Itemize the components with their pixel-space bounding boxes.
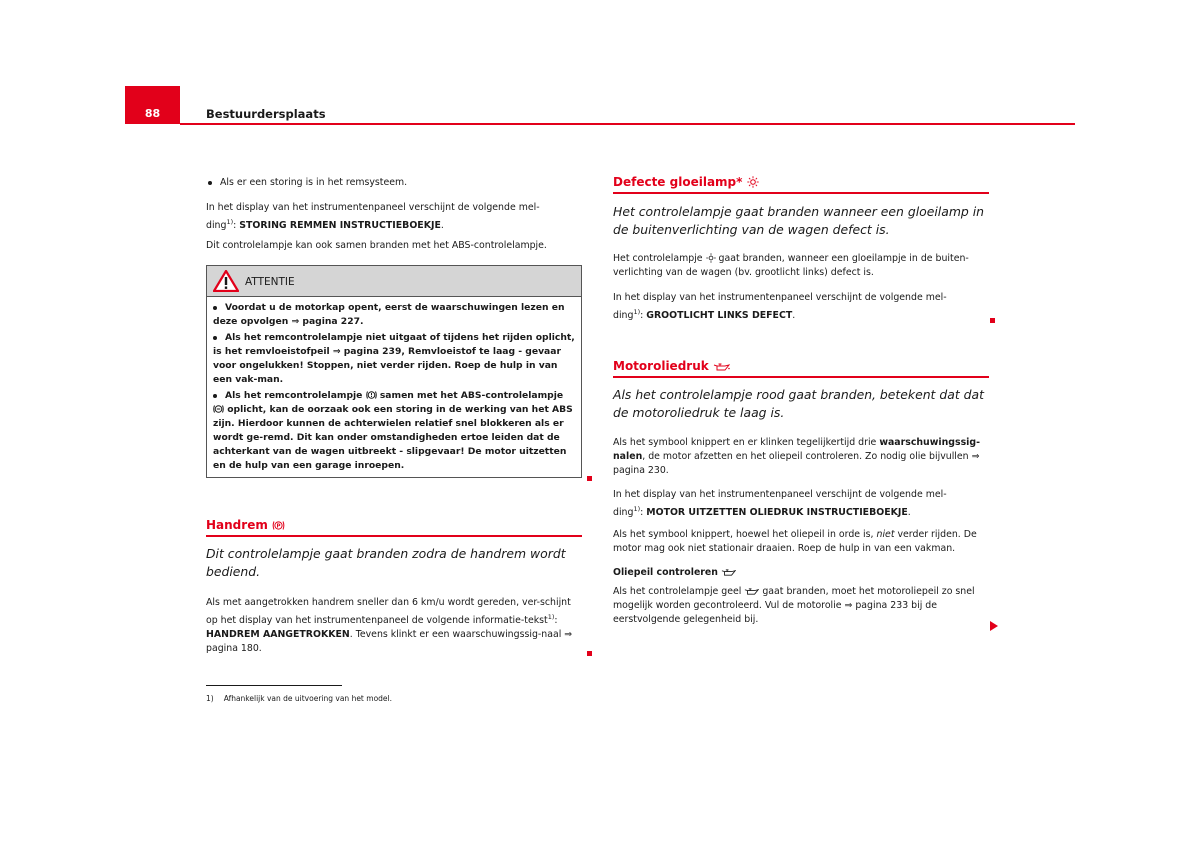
handrem-lead: Dit controlelampje gaat branden zodra de handrem wordt bediend. <box>206 546 566 579</box>
handrem-paragraph <box>206 596 576 656</box>
oil-can-icon <box>713 362 730 372</box>
text: , de motor afzetten en het oliepeil controleren. Zo nodig olie bijvullen ⇒ pagina 230. <box>613 451 980 476</box>
text: . <box>440 220 444 231</box>
display-message: GROOTLICHT LINKS DEFECT <box>646 310 793 321</box>
bullet-icon <box>208 181 212 185</box>
text: In het display van het instrumentenpaneel verschijnt de volgende mel-ding <box>613 292 947 321</box>
warning-item <box>213 389 575 473</box>
text: Als het symbool knippert, hoewel het oliepeil in orde is, <box>613 529 877 540</box>
motoroliedruk-paragraph-1 <box>613 436 991 478</box>
footnote-ref: 1) <box>547 613 555 621</box>
gloeilamp-lead: Het controlelampje gaat branden wanneer een gloeilamp in de buitenverlichting van de wagen defect is. <box>613 204 984 237</box>
section-title <box>613 359 989 378</box>
oil-can-icon <box>721 568 736 577</box>
oliepeil-subtitle <box>613 566 736 580</box>
text: . <box>792 310 796 321</box>
warning-text: Voordat u de motorkap opent, eerst de waarschuwingen lezen en deze opvolgen ⇒ pagina 227. <box>213 302 565 327</box>
section-title-text: Motoroliedruk <box>613 359 709 373</box>
continue-arrow-icon <box>990 621 998 631</box>
gloeilamp-paragraph <box>613 252 985 280</box>
section-end-marker <box>990 308 995 327</box>
display-message: HANDREM AANGETROKKEN <box>206 629 350 640</box>
footnote <box>206 694 392 703</box>
red-end-square-icon <box>587 476 592 481</box>
oliepeil-paragraph <box>613 585 983 627</box>
bullet-icon <box>213 336 217 340</box>
section-end-marker <box>587 641 592 660</box>
section-motoroliedruk <box>613 359 989 378</box>
bulb-icon <box>747 176 759 188</box>
section-title <box>613 175 989 194</box>
footnote-rule <box>206 685 342 686</box>
paragraph-display-message <box>206 201 556 233</box>
text: gaat branden, moet het motoroliepeil zo snel mogelijk worden gecontroleerd. Vul de motorolie ⇒ pagina 233 bij de eerstvolgende gelegenheid bij. <box>613 586 975 625</box>
bulb-icon <box>706 253 716 263</box>
chapter-title: Bestuurdersplaats <box>206 107 326 121</box>
text: ding <box>206 220 227 231</box>
warning-text: oplicht, kan de oorzaak ook een storing in de werking van het ABS zijn. Hierdoor kunnen de achterwielen relatief snel blokkeren als er wordt ge-remd. Dit kan onder omstandigheden ertoe leiden dat de achterkant van de wagen uitbreekt - slipgevaar! De motor uitzetten en de hulp van een garage inroepen. <box>213 404 573 471</box>
brake-warning-icon <box>366 390 377 400</box>
warning-item <box>213 331 575 387</box>
motoroliedruk-lead: Als het controlelampje rood gaat branden, betekent dat dat de motoroliedruk te laag is. <box>613 387 984 420</box>
warning-text: Als het remcontrolelampje niet uitgaat of tijdens het rijden oplicht, is het remvloeistofpeil ⇒ pagina 239, Remvloeistof te laag - gevaar voor ongelukken! Stoppen, niet verder rijden. Roep de hulp in van een vak-man. <box>213 332 575 385</box>
text: Als met aangetrokken handrem sneller dan 6 km/u wordt gereden, ver-schijnt op het display van het instrumentenpaneel de volgende informatie-tekst <box>206 597 571 626</box>
red-end-square-icon <box>990 318 995 323</box>
warning-header <box>207 266 581 297</box>
section-title-text: Defecte gloeilamp* <box>613 175 743 189</box>
svg-text:P: P <box>276 523 281 530</box>
text: : <box>233 220 240 231</box>
warning-text: Als het remcontrolelampje <box>225 390 363 401</box>
paragraph-abs-note: Dit controlelampje kan ook samen branden met het ABS-controlelampje. <box>206 240 547 251</box>
bullet-text: Als er een storing is in het remsysteem. <box>220 177 408 188</box>
section-handrem <box>206 518 582 537</box>
text: : <box>640 507 647 518</box>
text: Het controlelampje <box>613 253 703 264</box>
text: . <box>907 507 911 518</box>
warning-title: ATTENTIE <box>245 276 295 288</box>
motoroliedruk-paragraph-3 <box>613 528 989 556</box>
page-number: 88 <box>144 107 161 120</box>
red-end-square-icon <box>587 651 592 656</box>
footnote-ref: 1) <box>633 308 641 316</box>
subsection-title: Oliepeil controleren <box>613 567 718 578</box>
display-message: MOTOR UITZETTEN OLIEDRUK INSTRUCTIEBOEKJE <box>646 507 908 518</box>
warning-item <box>213 301 575 329</box>
continue-marker <box>990 616 998 635</box>
text: : <box>554 615 558 626</box>
gloeilamp-display-paragraph <box>613 291 963 323</box>
header-rule <box>180 123 1075 125</box>
bullet-icon <box>213 394 217 398</box>
footnote-mark: 1) <box>206 694 214 703</box>
text: In het display van het instrumentenpaneel verschijnt de volgende mel-ding <box>613 489 947 518</box>
warning-triangle-icon <box>213 270 239 292</box>
bullet-item <box>208 176 407 190</box>
text: : <box>640 310 647 321</box>
display-message: STORING REMMEN INSTRUCTIEBOEKJE <box>239 220 441 231</box>
bold-text: waarschuwingssig-nalen <box>613 437 980 462</box>
warning-box <box>206 265 582 478</box>
text: Als het symbool knippert en er klinken tegelijkertijd drie <box>613 437 880 448</box>
text: . Tevens klinkt er een waarschuwingssig-naal ⇒ pagina 180. <box>206 629 573 654</box>
section-title <box>206 518 582 537</box>
footnote-ref: 1) <box>633 505 641 513</box>
section-gloeilamp <box>613 175 989 194</box>
text: Als het controlelampje geel <box>613 586 742 597</box>
text: gaat branden, wanneer een gloeilampje in de buiten-verlichting van de wagen (bv. grootlicht links) defect is. <box>613 253 969 278</box>
footnote-text: Afhankelijk van de uitvoering van het model. <box>223 694 392 703</box>
italic-text: niet <box>876 529 895 540</box>
text: verder rijden. De motor mag ook niet stationair draaien. Roep de hulp in van een vakman. <box>613 529 977 554</box>
section-end-marker <box>587 466 592 485</box>
motoroliedruk-paragraph-2 <box>613 488 963 520</box>
footnote-ref: 1) <box>226 218 234 226</box>
warning-text: samen met het ABS-controlelampje <box>379 390 564 401</box>
parking-brake-icon <box>272 520 285 531</box>
bullet-icon <box>213 306 217 310</box>
oil-can-icon <box>744 587 759 596</box>
section-title-text: Handrem <box>206 518 268 532</box>
text: In het display van het instrumentenpaneel verschijnt de volgende mel- <box>206 202 540 213</box>
abs-icon <box>213 404 224 414</box>
